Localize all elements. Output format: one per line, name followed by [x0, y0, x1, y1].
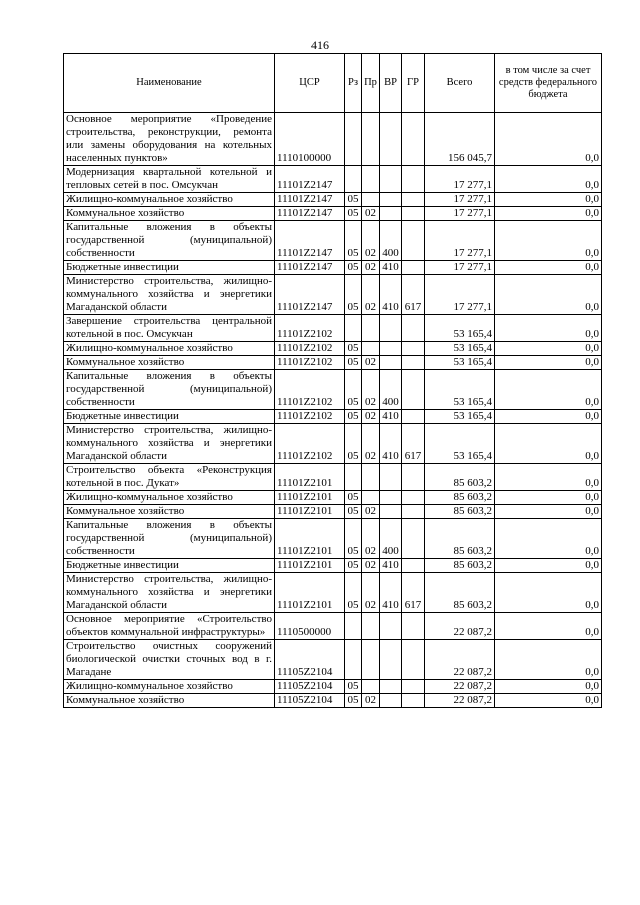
row-pr: 02 [362, 207, 380, 221]
row-gr [402, 113, 425, 166]
row-gr [402, 505, 425, 519]
row-federal: 0,0 [495, 505, 602, 519]
row-csr: 11105Z2104 [275, 640, 345, 680]
page-number: 416 [311, 38, 329, 52]
row-pr [362, 166, 380, 193]
row-name: Модернизация квартальной котельной и тепловых сетей в пос. Омсукчан [64, 166, 275, 193]
row-csr: 11101Z2102 [275, 342, 345, 356]
row-name: Коммунальное хозяйство [64, 694, 275, 708]
row-rz: 05 [345, 221, 362, 261]
row-csr: 1110100000 [275, 113, 345, 166]
row-vr: 410 [380, 573, 402, 613]
row-total: 22 087,2 [425, 613, 495, 640]
row-gr [402, 680, 425, 694]
row-vr [380, 505, 402, 519]
row-csr: 11101Z2101 [275, 573, 345, 613]
table-row [64, 410, 602, 424]
row-csr: 11101Z2101 [275, 491, 345, 505]
row-total: 17 277,1 [425, 275, 495, 315]
row-vr [380, 113, 402, 166]
table-row [64, 113, 602, 166]
row-federal: 0,0 [495, 221, 602, 261]
table-row [64, 342, 602, 356]
row-federal: 0,0 [495, 261, 602, 275]
row-rz: 05 [345, 370, 362, 410]
row-pr: 02 [362, 573, 380, 613]
header-row [64, 54, 602, 113]
header-name: Наименование [64, 54, 275, 113]
row-vr: 410 [380, 559, 402, 573]
row-total: 17 277,1 [425, 261, 495, 275]
row-name: Жилищно-коммунальное хозяйство [64, 342, 275, 356]
row-pr [362, 680, 380, 694]
row-federal: 0,0 [495, 491, 602, 505]
row-pr: 02 [362, 424, 380, 464]
row-vr [380, 356, 402, 370]
row-federal: 0,0 [495, 113, 602, 166]
row-gr [402, 519, 425, 559]
row-csr: 11101Z2147 [275, 166, 345, 193]
row-federal: 0,0 [495, 356, 602, 370]
row-gr [402, 694, 425, 708]
row-rz [345, 166, 362, 193]
row-federal: 0,0 [495, 573, 602, 613]
table-row [64, 680, 602, 694]
header-csr: ЦСР [275, 54, 345, 113]
row-total: 85 603,2 [425, 505, 495, 519]
row-gr [402, 491, 425, 505]
row-federal: 0,0 [495, 342, 602, 356]
row-gr [402, 410, 425, 424]
row-pr [362, 342, 380, 356]
row-total: 53 165,4 [425, 342, 495, 356]
row-federal: 0,0 [495, 166, 602, 193]
row-total: 85 603,2 [425, 519, 495, 559]
row-csr: 11101Z2101 [275, 559, 345, 573]
row-name: Коммунальное хозяйство [64, 207, 275, 221]
row-csr: 11105Z2104 [275, 694, 345, 708]
row-rz: 05 [345, 519, 362, 559]
header-pr: Пр [362, 54, 380, 113]
row-csr: 11101Z2102 [275, 424, 345, 464]
row-pr [362, 315, 380, 342]
row-gr: 617 [402, 275, 425, 315]
row-name: Коммунальное хозяйство [64, 505, 275, 519]
row-federal: 0,0 [495, 275, 602, 315]
row-pr: 02 [362, 261, 380, 275]
row-rz: 05 [345, 573, 362, 613]
table-row [64, 207, 602, 221]
row-gr [402, 221, 425, 261]
row-rz: 05 [345, 680, 362, 694]
row-total: 17 277,1 [425, 207, 495, 221]
row-pr: 02 [362, 221, 380, 261]
row-gr [402, 640, 425, 680]
row-gr [402, 559, 425, 573]
row-rz: 05 [345, 342, 362, 356]
row-rz [345, 613, 362, 640]
table-body [64, 113, 602, 708]
row-rz [345, 315, 362, 342]
header-federal: в том числе за счет средств федерального бюджета [495, 54, 602, 113]
row-federal: 0,0 [495, 613, 602, 640]
row-csr: 11101Z2102 [275, 410, 345, 424]
row-total: 53 165,4 [425, 356, 495, 370]
row-total: 17 277,1 [425, 166, 495, 193]
header-gr: ГР [402, 54, 425, 113]
row-pr [362, 491, 380, 505]
row-federal: 0,0 [495, 424, 602, 464]
table-row [64, 221, 602, 261]
row-federal: 0,0 [495, 207, 602, 221]
table-row [64, 166, 602, 193]
row-rz [345, 113, 362, 166]
row-rz: 05 [345, 410, 362, 424]
row-csr: 11101Z2147 [275, 221, 345, 261]
row-name: Бюджетные инвестиции [64, 559, 275, 573]
row-vr: 400 [380, 370, 402, 410]
row-pr: 02 [362, 275, 380, 315]
row-total: 85 603,2 [425, 559, 495, 573]
row-csr: 11101Z2102 [275, 315, 345, 342]
row-csr: 11101Z2101 [275, 464, 345, 491]
row-name: Бюджетные инвестиции [64, 410, 275, 424]
row-total: 156 045,7 [425, 113, 495, 166]
row-vr [380, 491, 402, 505]
row-rz: 05 [345, 207, 362, 221]
row-vr: 400 [380, 221, 402, 261]
row-name: Основное мероприятие «Проведение строительства, реконструкции, ремонта или замены оборудования на котельных населенных пунктов» [64, 113, 275, 166]
row-vr: 410 [380, 261, 402, 275]
row-total: 22 087,2 [425, 680, 495, 694]
row-name: Министерство строительства, жилищно-коммунального хозяйства и энергетики Магаданской области [64, 275, 275, 315]
row-pr [362, 640, 380, 680]
row-gr [402, 193, 425, 207]
header-rz: Рз [345, 54, 362, 113]
row-total: 85 603,2 [425, 464, 495, 491]
table-row [64, 275, 602, 315]
row-csr: 11101Z2101 [275, 519, 345, 559]
row-name: Капитальные вложения в объекты государственной (муниципальной) собственности [64, 370, 275, 410]
row-vr [380, 694, 402, 708]
row-gr [402, 166, 425, 193]
table-row [64, 370, 602, 410]
row-federal: 0,0 [495, 315, 602, 342]
row-vr [380, 613, 402, 640]
row-total: 85 603,2 [425, 491, 495, 505]
table-row [64, 464, 602, 491]
row-total: 22 087,2 [425, 640, 495, 680]
row-federal: 0,0 [495, 694, 602, 708]
row-csr: 11101Z2102 [275, 370, 345, 410]
table-row [64, 491, 602, 505]
row-rz: 05 [345, 491, 362, 505]
row-total: 85 603,2 [425, 573, 495, 613]
row-name: Строительство очистных сооружений биологической очистки сточных вод в г. Магадане [64, 640, 275, 680]
row-rz: 05 [345, 275, 362, 315]
row-vr [380, 207, 402, 221]
row-vr [380, 680, 402, 694]
row-pr [362, 613, 380, 640]
row-gr [402, 370, 425, 410]
row-vr [380, 315, 402, 342]
row-name: Завершение строительства центральной котельной в пос. Омсукчан [64, 315, 275, 342]
row-rz: 05 [345, 193, 362, 207]
row-federal: 0,0 [495, 559, 602, 573]
row-vr [380, 166, 402, 193]
row-federal: 0,0 [495, 640, 602, 680]
row-csr: 11105Z2104 [275, 680, 345, 694]
row-gr [402, 342, 425, 356]
row-rz [345, 640, 362, 680]
row-pr: 02 [362, 694, 380, 708]
table-row [64, 640, 602, 680]
row-rz: 05 [345, 261, 362, 275]
row-rz: 05 [345, 559, 362, 573]
row-name: Капитальные вложения в объекты государственной (муниципальной) собственности [64, 221, 275, 261]
table-row [64, 613, 602, 640]
row-name: Министерство строительства, жилищно-коммунального хозяйства и энергетики Магаданской области [64, 424, 275, 464]
row-name: Министерство строительства, жилищно-коммунального хозяйства и энергетики Магаданской области [64, 573, 275, 613]
row-name: Жилищно-коммунальное хозяйство [64, 491, 275, 505]
row-rz: 05 [345, 694, 362, 708]
table-row [64, 356, 602, 370]
row-gr: 617 [402, 424, 425, 464]
row-rz: 05 [345, 505, 362, 519]
row-federal: 0,0 [495, 370, 602, 410]
budget-table [63, 53, 602, 708]
table-row [64, 694, 602, 708]
row-pr: 02 [362, 356, 380, 370]
row-name: Жилищно-коммунальное хозяйство [64, 680, 275, 694]
table-row [64, 559, 602, 573]
row-csr: 1110500000 [275, 613, 345, 640]
row-name: Жилищно-коммунальное хозяйство [64, 193, 275, 207]
row-name: Строительство объекта «Реконструкция котельной в пос. Дукат» [64, 464, 275, 491]
header-total: Всего [425, 54, 495, 113]
row-pr [362, 193, 380, 207]
row-csr: 11101Z2147 [275, 275, 345, 315]
row-total: 53 165,4 [425, 370, 495, 410]
row-gr [402, 356, 425, 370]
row-vr [380, 342, 402, 356]
row-total: 53 165,4 [425, 424, 495, 464]
row-gr [402, 261, 425, 275]
row-vr: 400 [380, 519, 402, 559]
row-name: Бюджетные инвестиции [64, 261, 275, 275]
row-csr: 11101Z2147 [275, 193, 345, 207]
row-csr: 11101Z2101 [275, 505, 345, 519]
row-vr [380, 464, 402, 491]
header-vr: ВР [380, 54, 402, 113]
row-rz: 05 [345, 424, 362, 464]
row-vr: 410 [380, 275, 402, 315]
row-federal: 0,0 [495, 464, 602, 491]
row-vr: 410 [380, 410, 402, 424]
table-row [64, 315, 602, 342]
row-pr: 02 [362, 370, 380, 410]
row-total: 22 087,2 [425, 694, 495, 708]
row-csr: 11101Z2147 [275, 261, 345, 275]
row-csr: 11101Z2102 [275, 356, 345, 370]
table-row [64, 193, 602, 207]
row-gr [402, 207, 425, 221]
row-pr [362, 464, 380, 491]
table-row [64, 519, 602, 559]
row-pr: 02 [362, 505, 380, 519]
row-gr [402, 613, 425, 640]
row-pr [362, 113, 380, 166]
row-vr [380, 193, 402, 207]
row-federal: 0,0 [495, 519, 602, 559]
row-name: Коммунальное хозяйство [64, 356, 275, 370]
row-pr: 02 [362, 519, 380, 559]
row-total: 53 165,4 [425, 410, 495, 424]
row-gr: 617 [402, 573, 425, 613]
table-row [64, 505, 602, 519]
row-federal: 0,0 [495, 680, 602, 694]
row-total: 17 277,1 [425, 221, 495, 261]
table-row [64, 573, 602, 613]
row-vr [380, 640, 402, 680]
row-gr [402, 315, 425, 342]
row-total: 17 277,1 [425, 193, 495, 207]
row-csr: 11101Z2147 [275, 207, 345, 221]
row-total: 53 165,4 [425, 315, 495, 342]
row-vr: 410 [380, 424, 402, 464]
row-rz: 05 [345, 356, 362, 370]
row-gr [402, 464, 425, 491]
table-row [64, 261, 602, 275]
table-row [64, 424, 602, 464]
row-name: Капитальные вложения в объекты государственной (муниципальной) собственности [64, 519, 275, 559]
row-federal: 0,0 [495, 193, 602, 207]
row-name: Основное мероприятие «Строительство объектов коммунальной инфраструктуры» [64, 613, 275, 640]
row-rz [345, 464, 362, 491]
row-federal: 0,0 [495, 410, 602, 424]
row-pr: 02 [362, 410, 380, 424]
row-pr: 02 [362, 559, 380, 573]
